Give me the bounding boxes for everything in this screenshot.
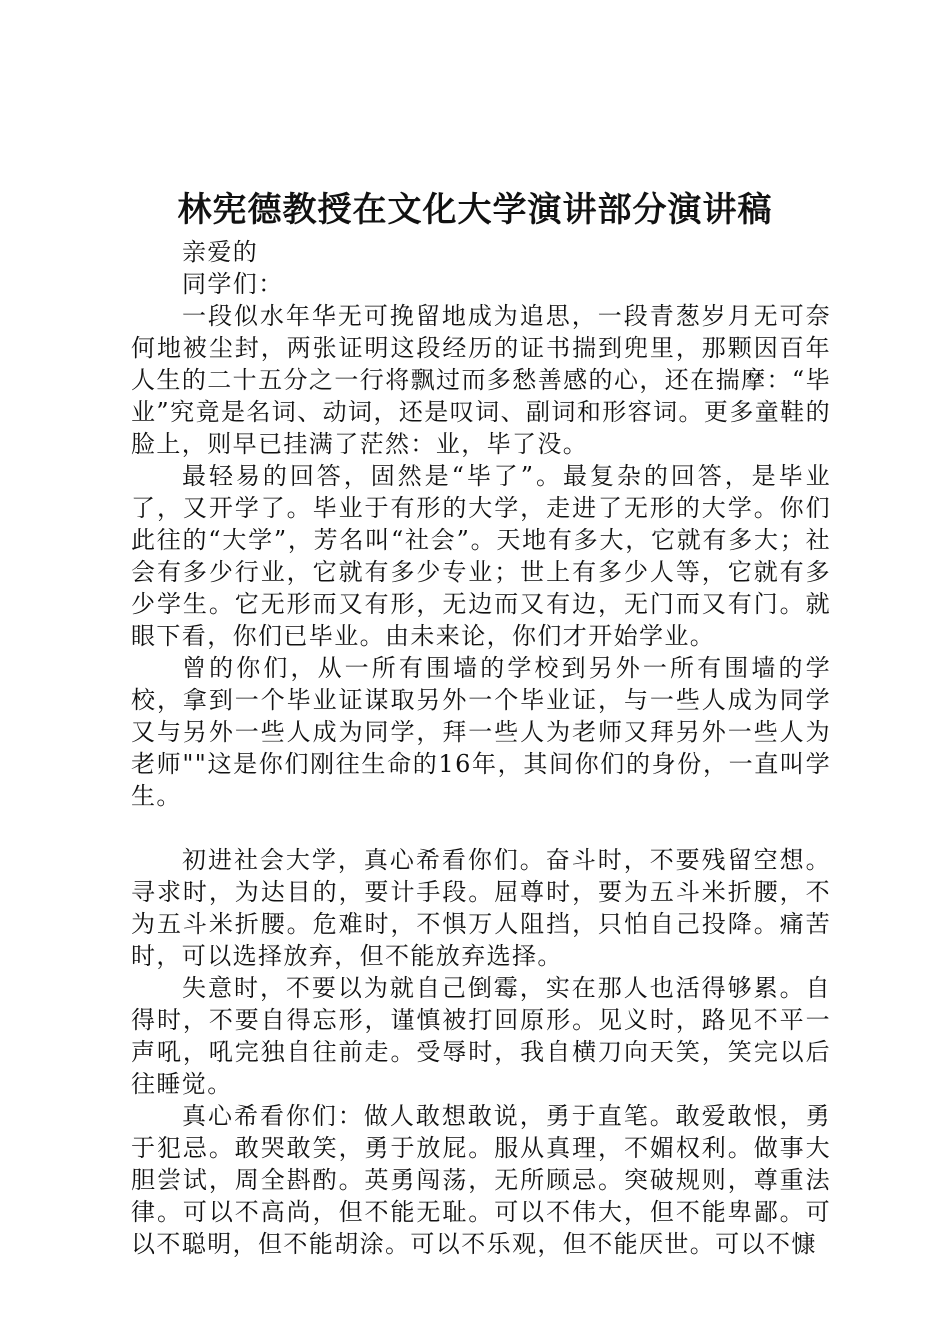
document-title: 林宪德教授在文化大学演讲部分演讲稿 <box>177 190 773 230</box>
paragraph-2: 最轻易的回答，固然是“毕了”。最复杂的回答，是毕业了，又开学了。毕业于有形的大学，走进了无形的大学。你们此往的“大学”，芳名叫“社会”。天地有多大，它就有多大；社会有多少行业，它就有多少专业；世上有多少人等，它就有多少学生。它无形而又有形，无边而又有边，无门而又有门。就眼下看，你们已毕业。由未来论，你们才开始学业。 <box>131 462 831 650</box>
paragraph-4: 初进社会大学，真心希看你们。奋斗时，不要残留空想。寻求时，为达目的，要计手段。屈尊时，要为五斗米折腰，不为五斗米折腰。危难时，不惧万人阻挡，只怕自己投降。痛苦时，可以选择放弃，但不能放弃选择。 <box>131 846 831 970</box>
document-body <box>131 236 831 1260</box>
paragraph-6: 真心希看你们：做人敢想敢说，勇于直笔。敢爱敢恨，勇于犯忌。敢哭敢笑，勇于放屁。服从真理，不媚权利。做事大胆尝试，周全斟酌。英勇闯荡，无所顾忌。突破规则，尊重法律。可以不高尚，但不能无耻。可以不伟大，但不能卑鄙。可以不聪明，但不能胡涂。可以不乐观，但不能厌世。可以不慷 <box>131 1102 831 1258</box>
paragraph-5: 失意时，不要以为就自己倒霉，实在那人也活得够累。自得时，不要自得忘形，谨慎被打回原形。见义时，路见不平一声吼，吼完独自往前走。受辱时，我自横刀向天笑，笑完以后往睡觉。 <box>131 974 831 1098</box>
greeting-line-2: 同学们： <box>182 270 284 298</box>
paragraph-3: 曾的你们，从一所有围墙的学校到另外一所有围墙的学校，拿到一个毕业证谋取另外一个毕业证，与一些人成为同学又与另外一些人成为同学，拜一些人为老师又拜另外一些人为老师""这是你们刚往生命的16年，其间你们的身份，一直叫学生。 <box>131 654 831 810</box>
paragraph-1: 一段似水年华无可挽留地成为追思，一段青葱岁月无可奈何地被尘封，两张证明这段经历的证书揣到兜里，那颗因百年人生的二十五分之一行将飘过而多愁善感的心，还在揣摩：“毕业”究竟是名词、动词，还是叹词、副词和形容词。更多童鞋的脸上，则早已挂满了茫然：业，毕了没。 <box>131 302 831 458</box>
paragraph-gap <box>131 812 831 844</box>
greeting-line-1: 亲爱的 <box>182 238 259 266</box>
